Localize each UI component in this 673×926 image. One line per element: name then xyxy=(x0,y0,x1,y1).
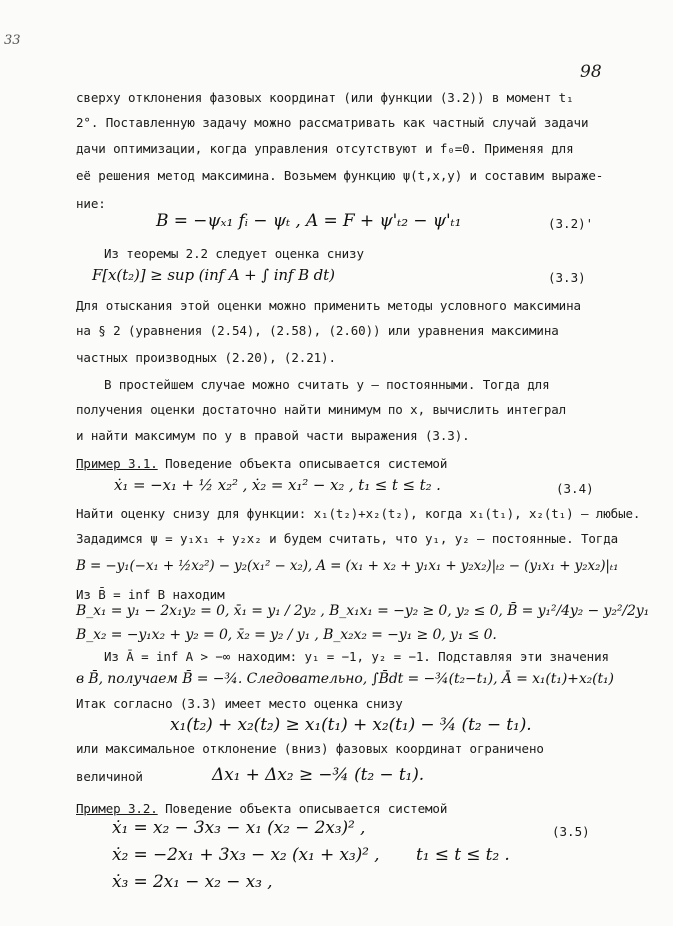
text-line-21: или максимальное отклонение (вниз) фазовых координат ограничено xyxy=(76,741,544,756)
margin-mark: 33 xyxy=(4,33,21,48)
equation-bx2: B_x₂ = −y₁x₂ + y₂ = 0, x̄₂ = y₂ / y₁ , B_x₂x₂ = −y₁ ≥ 0, y₁ ≤ 0. xyxy=(76,627,497,643)
page-number: 98 xyxy=(580,62,602,82)
equation-b-a: B = −y₁(−x₁ + ½x₂²) − y₂(x₁² − x₂), A = (x₁ + x₂ + y₁x₁ + y₂x₂)|ₜ₂ − (y₁x₁ + y₂x₂)|ₜ₁ xyxy=(76,558,619,574)
text-line-8: на § 2 (уравнения (2.54), (2.58), (2.60)) или уравнения максимина xyxy=(76,323,559,338)
example-3-2-text: Поведение объекта описывается системой xyxy=(157,801,448,816)
equation-3-5-line-1: ẋ₁ = x₂ − 3x₃ − x₁ (x₂ − 2x₃)² , xyxy=(112,818,366,838)
text-line-20: Итак согласно (3.3) имеет место оценка снизу xyxy=(76,696,403,711)
text-line-9: частных производных (2.20), (2.21). xyxy=(76,350,336,365)
text-line-14: Зададимся ψ = y₁x₁ + y₂x₂ и будем считать, что y₁, y₂ – постоянные. Тогда xyxy=(76,531,619,546)
text-line-19: в B̄, получаем B̄ = −¾. Следовательно, ∫B̄dt = −¾(t₂−t₁), Ā = x₁(t₁)+x₂(t₁) xyxy=(76,671,614,687)
text-line-3: дачи оптимизации, когда управления отсутствуют и f₀=0. Применяя для xyxy=(76,141,574,156)
equation-number-3-3: (3.3) xyxy=(548,270,586,285)
example-3-2-heading xyxy=(76,803,447,816)
text-line-12: и найти максимум по y в правой части выражения (3.3). xyxy=(76,428,470,443)
equation-3-5-range: t₁ ≤ t ≤ t₂ . xyxy=(416,845,510,865)
equation-3-4: ẋ₁ = −x₁ + ½ x₂² , ẋ₂ = x₁² − x₂ , t₁ ≤ t ≤ t₂ . xyxy=(114,476,441,494)
estimate-equation: x₁(t₂) + x₂(t₂) ≥ x₁(t₁) + x₂(t₁) − ¾ (t₂ − t₁). xyxy=(170,715,532,735)
example-3-1-text: Поведение объекта описывается системой xyxy=(157,456,448,471)
text-line-16: Из B̄ = inf B находим xyxy=(76,587,225,602)
equation-number-3-4: (3.4) xyxy=(556,481,594,496)
text-line-1: сверху отклонения фазовых координат (или функции (3.2)) в момент t₁ xyxy=(76,90,574,105)
text-line-6: Из теоремы 2.2 следует оценка снизу xyxy=(104,246,364,261)
text-line-5: ние: xyxy=(76,196,106,211)
text-line-22: величиной xyxy=(76,769,143,784)
deviation-equation: Δx₁ + Δx₂ ≥ −¾ (t₂ − t₁). xyxy=(212,765,425,785)
equation-3-2: B = −ψₓ₁ fᵢ − ψₜ , A = F + ψ'ₜ₂ − ψ'ₜ₁ xyxy=(156,211,462,231)
text-line-11: получения оценки достаточно найти минимум по x, вычислить интеграл xyxy=(76,402,567,417)
text-line-10: В простейшем случае можно считать y – постоянными. Тогда для xyxy=(104,377,550,392)
equation-3-5-line-2: ẋ₂ = −2x₁ + 3x₃ − x₂ (x₁ + x₃)² , xyxy=(112,845,380,865)
example-3-1-heading xyxy=(76,458,447,471)
text-line-13: Найти оценку снизу для функции: x₁(t₂)+x₂(t₂), когда x₁(t₁), x₂(t₁) – любые. xyxy=(76,506,641,521)
text-line-18: Из Ā = inf A > −∞ находим: y₁ = −1, y₂ = −1. Подставляя эти значения xyxy=(104,649,609,664)
equation-3-5-line-3: ẋ₃ = 2x₁ − x₂ − x₃ , xyxy=(112,872,273,892)
equation-number-3-2: (3.2)' xyxy=(548,216,594,231)
equation-3-3: F[x(t₂)] ≥ sup (inf A + ∫ inf B dt) xyxy=(92,266,335,284)
text-line-7: Для отыскания этой оценки можно применить методы условного максимина xyxy=(76,298,581,313)
text-line-2: 2°. Поставленную задачу можно рассматривать как частный случай задачи xyxy=(76,115,589,130)
example-3-2-title: Пример 3.2. xyxy=(76,801,158,816)
equation-bx1: B_x₁ = y₁ − 2x₁y₂ = 0, x̄₁ = y₁ / 2y₂ , B_x₁x₁ = −y₂ ≥ 0, y₂ ≤ 0, B̄ = y₁²/4y₂ − y₂²/2y₁ xyxy=(76,603,650,619)
example-3-1-title: Пример 3.1. xyxy=(76,456,158,471)
text-line-4: её решения метод максимина. Возьмем функцию ψ(t,x,y) и составим выраже- xyxy=(76,168,604,183)
equation-number-3-5: (3.5) xyxy=(552,824,590,839)
